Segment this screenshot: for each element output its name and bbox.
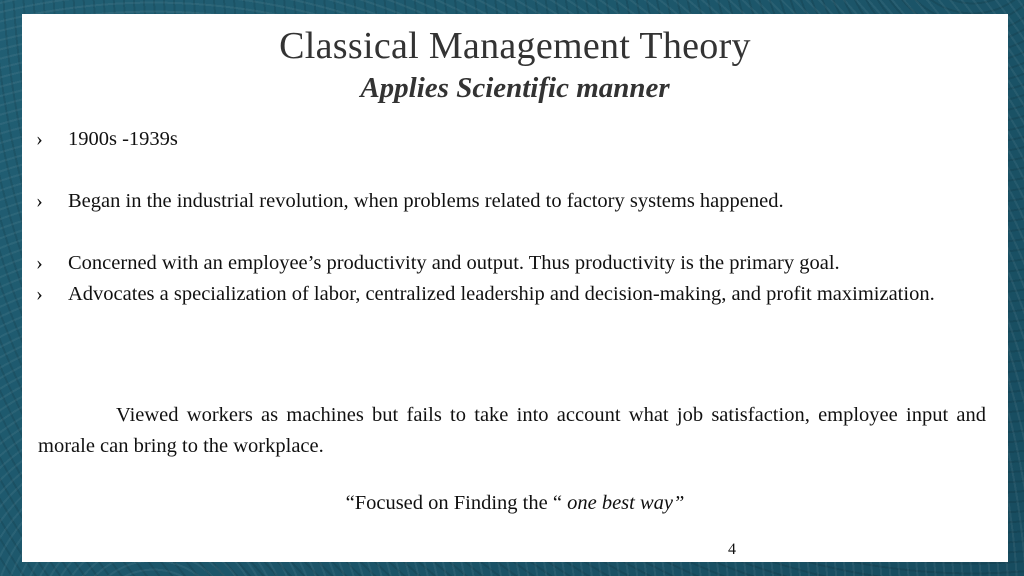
bullet-arrow-icon: › [36, 252, 43, 274]
page-number: 4 [728, 541, 736, 558]
bullet-item [36, 186, 986, 217]
bullet-text: Advocates a specialization of labor, centralized leadership and decision-making, and profit maximization. [68, 283, 935, 305]
quote-prefix: “Focused on Finding the “ [345, 492, 562, 514]
bullet-item [36, 124, 986, 155]
body-paragraph: Viewed workers as machines but fails to take into account what job satisfaction, employee input and morale can bring to the workplace. [38, 404, 986, 457]
bullet-text: 1900s -1939s [68, 128, 178, 150]
bullet-item [36, 248, 986, 279]
slide-subtitle: Applies Scientific manner [360, 72, 670, 104]
slide-title: Classical Management Theory [279, 25, 751, 67]
bullet-list [36, 124, 986, 310]
bullet-item [36, 279, 986, 310]
bullet-text: Began in the industrial revolution, when problems related to factory systems happened. [68, 190, 784, 212]
bullet-text: Concerned with an employee’s productivity and output. Thus productivity is the primary goal. [68, 252, 840, 274]
bullet-arrow-icon: › [36, 128, 43, 150]
bullet-arrow-icon: › [36, 190, 43, 212]
quote-emphasis: one best way” [567, 492, 685, 514]
quote-line [22, 492, 1008, 515]
bullet-arrow-icon: › [36, 283, 43, 305]
slide-canvas [22, 14, 1008, 562]
